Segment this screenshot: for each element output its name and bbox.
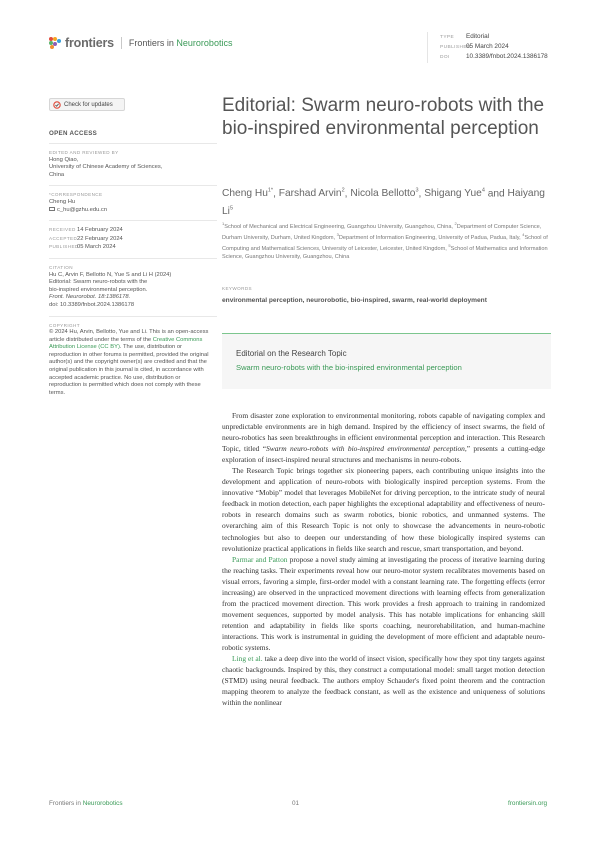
reference-link[interactable]: Ling et al. — [232, 654, 263, 664]
brand-name: frontiers — [65, 36, 114, 50]
citation-block: CITATION Hu C, Arvin F, Bellotto N, Yue S and Li H (2024) Editorial: Swarm neuro-robots with the bio-inspired environmental perception. Front. Neurorobot. 18:1386178. doi: 10.3389/fnbot.2024.1386178 — [49, 258, 217, 310]
author[interactable]: Shigang Yue$^4$ — [424, 188, 485, 200]
frontiers-logo-icon — [49, 37, 61, 49]
affiliations: $^1$School of Mechanical and Electrical Engineering, Guangzhou University, Guangzhou, China, $^2$Department of Computer Science, Durham University, Durham, United Kingdom, $^3$Department of Information Engineering, University of Padua, Padua, Italy, $^4$School of Computing and Mathematical Sciences, University of Leicester, Leicester, United Kingdom, $^5$School of Mathematics and Information Science, Guangzhou University, Guangzhou, China — [222, 221, 548, 261]
meta-doi: DOI 10.3389/fnbot.2024.1386178 — [440, 53, 548, 61]
reference-link[interactable]: Parmar and Patton — [232, 554, 288, 564]
footer-journal: Frontiers in Neurorobotics — [49, 800, 123, 807]
keywords: environmental perception, neurorobotic, bio-inspired, swarm, real-world deployment — [222, 297, 487, 304]
research-topic-link[interactable]: Swarm neuro-robots with the bio-inspired environmental perception — [236, 363, 462, 372]
paragraph: Parmar and Patton propose a novel study aiming at investigating the process of iterative learning during the reaching tasks. Their experiments reveal how our neuro-motor system recalibrates movements based on visual errors, favoring a simple, first-order model with a constant learning rate. The forgetting effects (error increasing) are observed in the unpracticed movement directions with learning effects from generalization from the practiced movement direction. This work provides a fresh approach to training in randomized movement sequences, supported by model analysis. This has notable implications for enhancing skill retention and adaptability in fields like sports coaching, neurorehabilitation, and human-machine interactions. This work is instrumental in guiding the development of more efficient and adaptable neuro-robotic systems. — [222, 554, 545, 652]
author[interactable]: Cheng $Hu^{1*}$ — [222, 188, 274, 200]
sidebar — [49, 98, 219, 397]
author[interactable]: Haiyang Li$^5$ — [222, 188, 545, 217]
author[interactable]: Nicola Bellotto$^3$ — [350, 188, 419, 200]
paragraph: From disaster zone exploration to environmental monitoring, robots capable of navigating complex and unpredictable environments are in high demand. Inspired by the efficiency of insect swarms, the field of neuro-robotics has seen breakthroughs in efficient environmental perception and interaction. This Research Topic, titled “Swarm neuro-robots with bio-inspired environmental perception,” presents a cutting-edge exploration of insect-inspired neural structures and mechanisms in neuro-robots. — [222, 411, 546, 465]
frontiers-logo[interactable] — [49, 36, 232, 50]
dates-block: RECEIVED14 February 2024 ACCEPTED22 February 2024 PUBLISHED05 March 2024 — [49, 220, 217, 252]
check-for-updates-label: Check for updates — [64, 101, 113, 108]
footer-site-link[interactable]: frontiersin.org — [508, 800, 548, 807]
page-number: 01 — [292, 800, 300, 807]
edited-block: EDITED AND REVIEWED BY Hong Qiao, University of Chinese Academy of Sciences, China — [49, 143, 217, 179]
journal-name: Frontiers in Neurorobotics — [128, 38, 233, 48]
article-title: Editorial: Swarm neuro-robots with the bio-inspired environmental perception — [222, 95, 545, 139]
author-list: Cheng $Hu^{1*}$, Farshad Arvin$^2$, Nicola Bellotto$^3$, Shigang Yue$^4$ and Haiyang Li$^5$ — [222, 188, 545, 217]
check-for-updates-button[interactable] — [49, 98, 125, 111]
paragraph: The Research Topic brings together six pioneering papers, each contributing unique insights into the development and application of neuro-robots with biologically inspired perception systems. From the innovative “Mobip” model that leverages MobileNet for driving perception, to the intricate study of neural feedback in motion detection, each paper highlights the exceptional adaptability and effectiveness of neuro-robots in research domains such as swarm robotics, bionic robotics, and unmanned systems. The overarching aim of this Research Topic is not only to showcase the advancements in neuro-robotic technologies but also to deepen our understanding of how these biologically inspired systems can revolutionize practical applications in fields like search and rescue, smart transportation, and beyond. — [222, 466, 545, 553]
cc-license-link[interactable]: Creative Commons Attribution License (CC BY) — [49, 336, 203, 351]
correspondence-block: *CORRESPONDENCE Cheng Hu c_hu@gzhu.edu.cn — [49, 185, 217, 214]
meta-published: PUBLISHED05 March 2024 — [440, 43, 509, 51]
paragraph: Ling et al. take a deep dive into the world of insect vision, specifically how they spot tiny targets against chaotic backgrounds. Inspired by this, they construct a computational model: small target motion detection (STMD) using neural feedback. The authors employ Schauder's fixed point theorem and the contraction mapping theorem to analyze the feedback constant, as well as the existence and uniqueness of solutions within the nonlinear — [222, 654, 545, 708]
topic-heading: Editorial on the Research Topic — [236, 349, 347, 358]
refresh-icon — [53, 101, 61, 109]
mail-icon — [49, 207, 55, 211]
research-topic-box — [222, 333, 551, 389]
article-body — [222, 410, 545, 708]
correspondence-email[interactable]: c_hu@gzhu.edu.cn — [49, 207, 217, 215]
author[interactable]: Farshad Arvin$^2$ — [278, 188, 345, 200]
keywords-label: KEYWORDS — [222, 286, 252, 291]
copyright-block: COPYRIGHT © 2024 Hu, Arvin, Bellotto, Yue and Li. This is an open-access article distributed under the terms of the Creative Commons Attribution License (CC BY). The use, distribution or reproduction in other forums is permitted, provided the original author(s) and the copyright owner(s) are credited and that the original publication in this journal is cited, in accordance with accepted academic practice. No use, distribution or reproduction is permitted which does not comply with these terms. — [49, 316, 217, 398]
article-meta — [427, 32, 557, 63]
meta-type: TYPE Editorial — [440, 33, 490, 40]
open-access-label: OPEN ACCESS — [49, 130, 98, 137]
logo-divider — [121, 37, 122, 49]
